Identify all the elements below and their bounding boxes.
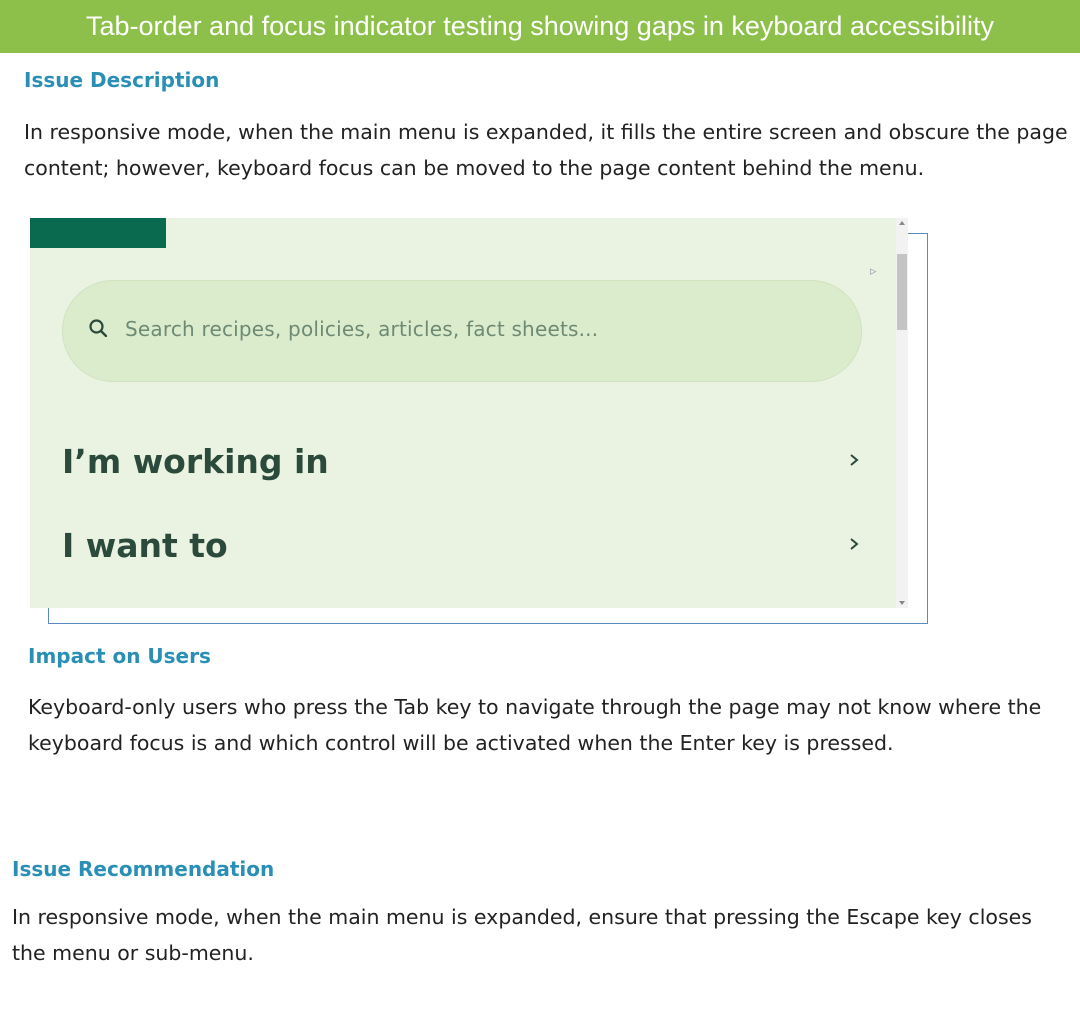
issue-description-text: In responsive mode, when the main menu is expanded, it fills the entire screen and obscure the page content; however, keyboard focus can be moved to the page content behind the menu. — [24, 120, 1068, 180]
page-banner: Tab-order and focus indicator testing showing gaps in keyboard accessibility — [0, 0, 1080, 53]
search-input[interactable] — [62, 280, 862, 382]
mouse-cursor-icon: ▹ — [870, 264, 877, 279]
embedded-screenshot — [30, 218, 908, 608]
menu-item-want-to[interactable] — [62, 526, 862, 576]
scrollbar[interactable] — [896, 218, 908, 608]
site-logo — [30, 218, 166, 248]
issue-description-heading: Issue Description — [24, 68, 220, 92]
search-icon — [89, 319, 107, 337]
search-placeholder: Search recipes, policies, articles, fact sheets... — [125, 317, 599, 341]
chevron-right-icon — [848, 450, 860, 470]
scroll-thumb[interactable] — [897, 254, 907, 330]
scroll-down-arrow-icon[interactable] — [899, 601, 905, 605]
recommendation-heading: Issue Recommendation — [12, 857, 275, 881]
impact-heading: Impact on Users — [28, 644, 211, 668]
impact-text: Keyboard-only users who press the Tab key to navigate through the page may not know where the keyboard focus is and which control will be activated when the Enter key is pressed. — [28, 695, 1042, 755]
menu-item-working-in[interactable] — [62, 442, 862, 492]
chevron-right-icon — [848, 534, 860, 554]
menu-item-label: I want to — [62, 526, 228, 565]
recommendation-text: In responsive mode, when the main menu is expanded, ensure that pressing the Escape key closes the menu or sub-menu. — [12, 905, 1032, 965]
scroll-up-arrow-icon[interactable] — [899, 221, 905, 225]
menu-item-label: I’m working in — [62, 442, 329, 481]
